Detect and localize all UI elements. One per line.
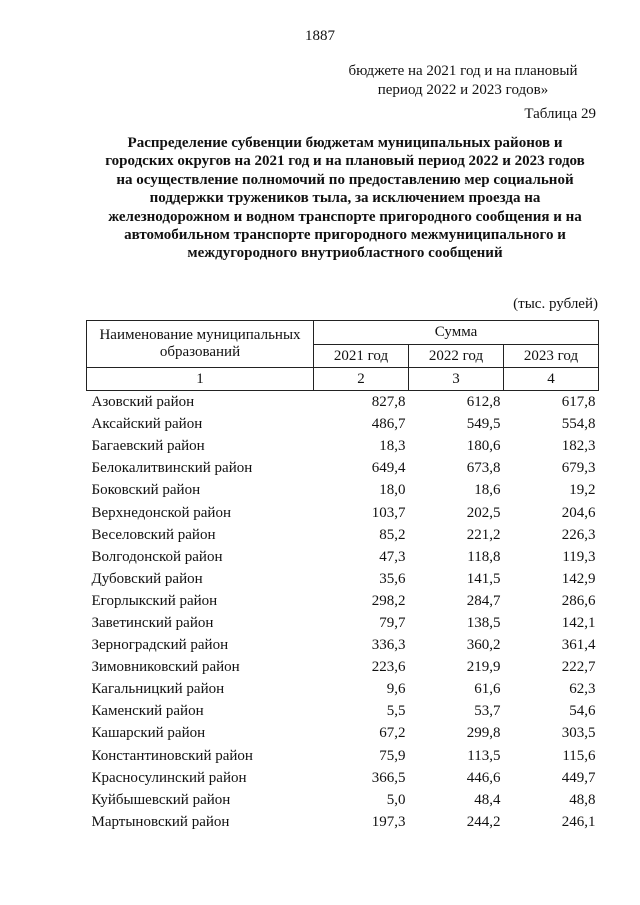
value-2021: 366,5 [371, 769, 406, 786]
table-row [87, 501, 599, 523]
value-2021: 223,6 [371, 659, 406, 676]
table-row [87, 634, 599, 656]
row-name: Заветинский район [91, 614, 214, 631]
value-2022: 299,8 [466, 725, 501, 742]
value-2022: 360,2 [466, 637, 501, 654]
value-2022: 219,9 [466, 659, 501, 676]
value-2022: 180,6 [466, 438, 501, 455]
value-2022: 61,6 [474, 681, 501, 698]
column-number-2: 2 [314, 368, 409, 391]
value-2021: 5,5 [386, 703, 406, 720]
value-2022: 48,4 [474, 791, 501, 808]
value-2021: 35,6 [379, 570, 406, 587]
value-2023: 449,7 [561, 769, 596, 786]
value-2021: 67,2 [379, 725, 406, 742]
value-2021: 18,0 [379, 482, 406, 499]
header-row-sum [87, 321, 599, 345]
value-2022: 221,2 [466, 526, 501, 543]
row-name: Дубовский район [91, 570, 203, 587]
column-number-3: 3 [409, 368, 504, 391]
header-year-2021: 2021 год [314, 345, 409, 368]
value-2021: 47,3 [379, 548, 406, 565]
value-2022: 18,6 [474, 482, 501, 499]
table-row [87, 590, 599, 612]
value-2023: 246,1 [561, 813, 596, 830]
value-2021: 486,7 [371, 416, 406, 433]
value-2022: 612,8 [466, 394, 501, 411]
value-2022: 118,8 [467, 548, 501, 565]
value-2023: 286,6 [561, 592, 596, 609]
appendix-reference-line-1: бюджете на 2021 год и на плановый [348, 63, 578, 79]
row-name: Кашарский район [91, 725, 206, 742]
value-2022: 202,5 [466, 504, 501, 521]
value-2021: 85,2 [379, 526, 406, 543]
value-2023: 182,3 [561, 438, 596, 455]
value-2023: 54,6 [569, 703, 596, 720]
header-year-2022: 2022 год [409, 345, 504, 368]
value-2021: 75,9 [379, 747, 406, 764]
value-2023: 617,8 [561, 394, 596, 411]
value-2023: 226,3 [561, 526, 596, 543]
table-row [87, 568, 599, 590]
value-2023: 62,3 [569, 681, 596, 698]
header-name-column: Наименование муниципальных образований [87, 321, 314, 368]
value-2023: 222,7 [561, 659, 596, 676]
value-2021: 336,3 [371, 637, 406, 654]
header-row-numbers [87, 368, 599, 391]
value-2023: 204,6 [561, 504, 596, 521]
row-name: Константиновский район [91, 747, 253, 764]
row-name: Белокалитвинский район [91, 460, 253, 477]
value-2021: 103,7 [371, 504, 406, 521]
row-name: Мартыновский район [91, 813, 230, 830]
table-body [87, 391, 599, 833]
value-2023: 554,8 [561, 416, 596, 433]
table-header [87, 321, 599, 391]
table-row [87, 612, 599, 634]
value-2021: 197,3 [371, 813, 406, 830]
table-row [87, 546, 599, 568]
appendix-reference-line-2: период 2022 и 2023 годов» [377, 82, 549, 98]
table-row [87, 678, 599, 700]
table-row [87, 722, 599, 744]
value-2021: 827,8 [371, 394, 406, 411]
value-2022: 244,2 [466, 813, 501, 830]
value-2021: 5,0 [386, 791, 406, 808]
value-2023: 19,2 [569, 482, 596, 499]
value-2023: 115,6 [562, 747, 596, 764]
table-row [87, 413, 599, 435]
row-name: Зерноградский район [91, 637, 229, 654]
column-number-1: 1 [87, 368, 314, 391]
table-row [87, 391, 599, 414]
table-label: Таблица 29 [524, 106, 596, 122]
value-2023: 142,9 [561, 570, 596, 587]
row-name: Верхнедонской район [91, 504, 231, 521]
value-2023: 142,1 [561, 614, 596, 631]
row-name: Красносулинский район [91, 769, 247, 786]
value-2021: 649,4 [371, 460, 406, 477]
value-2022: 673,8 [466, 460, 501, 477]
header-sum: Сумма [314, 321, 599, 345]
appendix-reference [340, 62, 586, 100]
value-2022: 53,7 [474, 703, 501, 720]
value-2023: 303,5 [561, 725, 596, 742]
row-name: Аксайский район [91, 416, 203, 433]
units-label: (тыс. рублей) [513, 296, 598, 312]
value-2023: 361,4 [561, 637, 596, 654]
row-name: Каменский район [91, 703, 204, 720]
table-row [87, 789, 599, 811]
row-name: Азовский район [91, 394, 195, 411]
value-2022: 284,7 [466, 592, 501, 609]
table-row [87, 811, 599, 833]
table-row [87, 700, 599, 722]
table-row [87, 479, 599, 501]
table-row [87, 745, 599, 767]
value-2021: 79,7 [379, 614, 406, 631]
column-number-4: 4 [504, 368, 599, 391]
value-2023: 48,8 [569, 791, 596, 808]
table-row [87, 457, 599, 479]
row-name: Зимовниковский район [91, 659, 240, 676]
value-2022: 446,6 [466, 769, 501, 786]
value-2021: 9,6 [386, 681, 406, 698]
row-name: Волгодонской район [91, 548, 223, 565]
row-name: Егорлыкский район [91, 592, 218, 609]
table-row [87, 435, 599, 457]
table-row [87, 767, 599, 789]
row-name: Веселовский район [91, 526, 216, 543]
value-2022: 549,5 [466, 416, 501, 433]
subvention-table [86, 320, 599, 833]
value-2023: 679,3 [561, 460, 596, 477]
table-row [87, 656, 599, 678]
value-2022: 113,5 [467, 747, 501, 764]
value-2022: 138,5 [466, 614, 501, 631]
document-title: Распределение субвенции бюджетам муниципальных районов и городских округов на 2021 год и на плановый период 2022 и 2023 годов на осуществление полномочий по предоставлению мер социальной поддержки тружеников тыла, за исключением проезда на железнодорожном и водном транспорте пригородного сообщения и на автомобильном транспорте пригородного межмуниципального и междугородного внутриобластного сообщений [105, 135, 585, 262]
value-2021: 298,2 [371, 592, 406, 609]
value-2021: 18,3 [379, 438, 406, 455]
header-year-2023: 2023 год [504, 345, 599, 368]
row-name: Кагальницкий район [91, 681, 225, 698]
value-2022: 141,5 [466, 570, 501, 587]
row-name: Багаевский район [91, 438, 205, 455]
page-number: 1887 [305, 28, 335, 44]
value-2023: 119,3 [562, 548, 596, 565]
table-row [87, 524, 599, 546]
row-name: Боковский район [91, 482, 201, 499]
row-name: Куйбышевский район [91, 791, 231, 808]
